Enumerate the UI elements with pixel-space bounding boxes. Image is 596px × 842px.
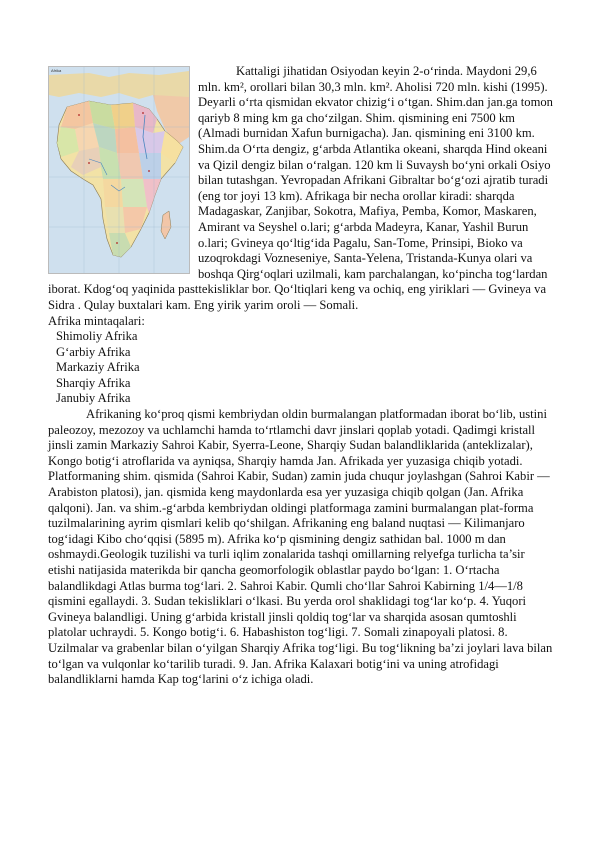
document-page <box>48 64 553 688</box>
list-item: Shimoliy Afrika <box>56 329 138 344</box>
intro-paragraph: Kattaligi jihatidan Osiyodan keyin 2-o‘rinda. Maydoni 29,6 mln. km², orollari bilan 30,3 mln. km². Aholisi 720 mln. kishi (1995). Deyarli o‘rta qismidan ekvator chizig‘i o‘tgan. Shim.dan jan.ga tomon qariyb 8 ming km ga cho‘zilgan. Shim. qismining eni 7500 km (Almadi burnidan Xafun burnigacha). Jan. qismining eni 3100 km. Shim.da O‘rta dengiz, g‘arbda Atlantika okeani, sharqda Hind okeani va Qizil dengiz bilan o‘ralgan. 120 km li Suvaysh bo‘yni orkali Osiyo bilan tutashgan. Yevropadan Afrikani Gibraltar bo‘g‘ozi ajratib turadi (eng tor joyi 13 km). Afrikaga bir necha orollar kiradi: sharqda Madagaskar, Zanjibar, Sokotra, Mafiya, Pemba, Komor, Maskaren, Amirant va Seyshel o.lari; g‘arbda Madeyra, Kanar, Yashil Burun o.lari; Gvineya qo‘ltig‘ida Pagalu, San-Tome, Prinsipi, Bioko va uzoqrokdagi Vozneseniye, Santa-Yelena, Tristanda-Kunya olari va boshqa Qirg‘oqlari uzilmali, kam parchalangan, ko‘pincha tog‘lardan iborat. Kdog‘oq yaqinida pasttekisliklar bor. Qo‘ltiqlari keng va ochiq, eng yiriklari — Gvineya va Sidra . Qulay buxtalari kam. Eng yirik yarim oroli — Somali. <box>48 64 553 312</box>
list-item: Sharqiy Afrika <box>56 375 131 390</box>
geology-paragraph: Afrikaning ko‘proq qismi kembriydan oldin burmalangan platformadan iborat bo‘lib, ustini paleozoy, mezozoy va uchlamchi hamda to‘rtlamchi davr jinslari qoplab yotadi. Qadimgi kristall jinsli zamin Markaziy Sahroi Kabir, Syerra-Leone, Sharqiy Sudan balandliklarida (anteklizalar), Kongo botig‘i atroflarida va ayniqsa, Sharqiy hamda Jan. Afrikada yer yuzasiga chiqib yotadi. Platformaning shim. qismida (Sahroi Kabir, Sudan) zamin juda chuqur joylashgan (Sahroi Kabir — Arabiston platosi), jan. qismida keng maydonlarda esa yer yuzasiga chiqib qolgan (Jan. Afrika qalqoni). Jan. va shim.-g‘arbda kembriydan oldingi platformaga zamini burmalangan plat-forma tuzilmalarining ayrim qismlari kelib qo‘shilgan. Afrikaning eng baland nuqtasi — Kilimanjaro tog‘idagi Kibo cho‘qqisi (5895 m). Afrika ko‘p qismining dengiz sathidan bal. 1000 m dan oshmaydi.Geologik tuzilishi va turli iqlim zonalarida tashqi omillarning relyefga turlicha ta’sir etishi natijasida materikda bir qancha geomorfologik oblastlar paydo bo‘lgan: 1. O‘rtacha balandlikdagi Atlas burma tog‘lari. 2. Sahroi Kabir. Qumli cho‘llar Sahroi Kabirning 1/4—1/8 qismini egallaydi. 3. Sudan tekisliklari o‘lkasi. Bu yerda orol shaklidagi tog‘lar ko‘p. 4. Yuqori Gvineya balandligi. Uning g‘arbida kristall jinsli qoldiq tog‘lar va sharqida asosan qumtoshli platolar uchraydi. 5. Kongo botig‘i. 6. Habashiston tog‘ligi. 7. Somali zinapoyali platosi. 8. Uzilmalar va grabenlar bilan o‘yilgan Sharqiy Afrika tog‘ligi. Bu tog‘likning ba’zi joylari lava bilan to‘lgan va vulqonlar ko‘tarilib turadi. 9. Jan. Afrika Kalaxari botig‘ini va uning atrofidagi balandliklarni hamda Kap tog‘larini o‘z ichiga oladi. <box>48 407 553 687</box>
list-item: Markaziy Afrika <box>56 360 140 375</box>
regions-list <box>48 329 553 407</box>
regions-title: Afrika mintaqalari: <box>48 313 145 328</box>
africa-map-image <box>48 66 190 274</box>
map-caption: Afrika <box>51 68 62 73</box>
africa-map-icon <box>49 67 189 273</box>
list-item: Janubiy Afrika <box>56 391 131 406</box>
list-item: G‘arbiy Afrika <box>56 344 131 359</box>
